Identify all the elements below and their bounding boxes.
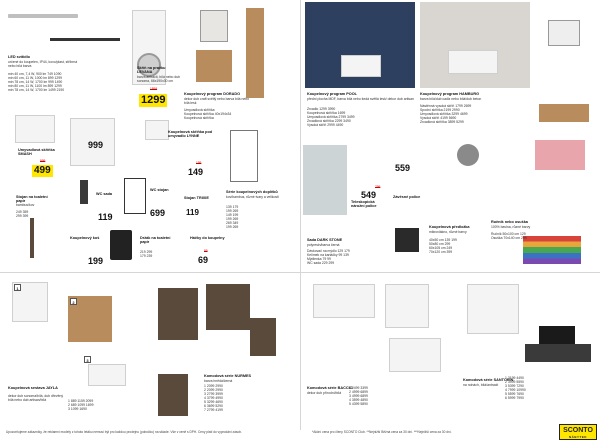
dark-stone-photo [303,145,347,215]
led-row: min 78 cm, 14 W, 1700 lm 999 1490 [8,80,63,85]
led-row: min 78 cm, 14 W, 1700 lm 1499 2190 [8,88,65,93]
logo-text: SCONTO [563,427,593,434]
dark-stone-rows [307,249,350,265]
bath-mat-row: 50x80 cm 299 [429,242,451,247]
jayla-row: 2 689 1099 1699 [68,403,94,408]
nurmes-unit-3 [250,318,276,356]
levana-desc: barva antracit, bílá nebo dub sonoma, 66x190x30 cm [137,75,180,84]
led-light-image-2 [50,38,120,41]
smash-price: 499 [34,165,51,176]
baccio-rows [349,386,368,406]
accessories-row: 199 269 [226,217,239,222]
led-light-image [8,14,78,18]
hamburg-room-photo [420,2,530,88]
levana-old-price: 1899 [150,87,158,91]
baccio-row: 3 4999 6899 [349,394,368,399]
section-divider [0,272,600,273]
logo-subtext: NÁBYTEK [568,435,587,439]
nurmes-title: Komodová série NURMES [204,374,252,378]
telescopic-shelf-title: Teleskopická nárožní police [351,200,377,209]
bin-image [110,230,132,260]
pool-row: Koupelnová skříňka 1699 [307,111,346,116]
dark-stone-row: Mýdlenka 79 99 [307,257,331,262]
dark-stone-title: Sada DARK STONE [307,238,343,242]
hanging-shelves-price: 559 [395,163,411,173]
bin-title: Koupelnový koš [70,236,100,240]
hamburg-row: Spodní skříňka 2199 2990 [420,108,460,113]
wc-stand-price: 699 [150,208,166,218]
dark-stone-row: WC sada 229 299 [307,261,335,266]
baccio-unit-3 [389,338,441,372]
accessories-row: 199 269 [226,225,239,230]
santorin-desc: na nohách, bílá/antracit [463,383,499,387]
nurmes-row: 5 3299 4690 [204,400,223,405]
accessories-title: Série koupelnových doplňků [226,190,278,194]
dark-stone-desc: polyresin/barva černá [307,243,340,247]
toilet-paper-stand-desc: bambus/kov [16,203,35,207]
hooks-old-price: 99 [204,249,208,253]
baccio-row: 4 3599 4890 [349,398,368,403]
nurmes-rows [204,384,223,413]
baccio-desc: dekor dub přírodní/bílá [307,391,342,395]
badge-2: 2 [70,298,77,305]
accessories-row: 139 179 [226,205,239,209]
top-right-page [303,0,600,270]
baccio-row: 5 4399 5890 [349,402,368,407]
badge-1: 1 [14,284,21,291]
accessory-shelf-image [230,130,258,182]
santorin-tv-image [539,326,575,346]
baccio-row: 1 2499 3399 [349,386,368,390]
santorin-row: 1 3199 4490 [505,376,524,380]
accessories-row: 199 269 [226,209,239,214]
jayla-rows [68,399,93,411]
toilet-paper-stand-row: 299 399 [16,214,29,219]
jayla-unit-3 [88,364,126,386]
nurmes-row: 1 2099 2990 [204,384,223,388]
dorado-rows [184,108,231,120]
jayla-title: Koupelnová sestava JAYLA [8,386,58,390]
dorado-tall-cabinet-image [246,8,264,98]
jayla-row: 1 889 1159 2099 [68,399,94,403]
pool-row: Zrcadlo 1299 3990 [307,107,336,111]
levana-price: 1299 [141,94,166,106]
nurmes-row: 2 2099 2990 [204,388,223,393]
accessories-row: 269 349 [226,221,239,226]
dorado-cabinet-image [196,50,232,82]
towel-rows [491,232,527,240]
paper-holder-row: 179 239 [140,254,153,259]
jayla-desc: dekor dub sonoma/bílá, dub dřevěný bílá nebo dub artisan/bílá [8,394,64,403]
bath-mat-title: Koupelnová předložka [429,225,470,229]
santorin-rows [505,376,526,400]
hamburg-title: Koupelnový program HAMBURG [420,92,480,96]
bath-mat-image [457,144,479,166]
wc-set-title: WC sada [96,192,113,196]
white-cabinet-price: 999 [88,140,104,150]
bottom-left-page [0,274,300,430]
footer-left-text: Upozorňujeme zákazníky, že reklamní modely z tohoto letáku nemusí být pro každou prodejnu (pobočku) na sklade. Vše v ceně s DPH. Ceny platí do vyprodání zásob. [6,430,242,434]
towels-stack-colorful [523,236,581,264]
hanging-shelves-title: Závěsné police [393,195,421,199]
toilet-paper-stand-title: Stojan na toaletní papír [16,195,48,204]
lynne-title: Koupelnová skříňka pod umyvadlo LYNNE [168,130,213,139]
pool-rows [307,107,355,127]
sconto-logo [559,424,597,440]
lynne-old-price: 199 [196,161,202,165]
accessories-row: 149 199 [226,213,239,218]
pool-row: Vysoká skříň 2999 4490 [307,123,344,128]
nurmes-unit-1 [158,288,198,340]
bath-mat-rows [429,238,457,254]
santorin-unit-1 [467,284,519,334]
nurmes-row: 4 3799 4990 [204,396,223,401]
top-left-page [0,0,300,270]
toilet-paper-stand-rows [16,210,28,218]
trixie-price: 119 [186,208,199,217]
paper-holder-title: Držák na toaletní papír [140,236,171,245]
hamburg-shelf-image [539,104,589,122]
led-rows [8,72,108,92]
dorado-title: Koupelnový program DORADO [184,92,241,96]
footer-mid-text: *Akční cena pro členy SCONTO Club. **Nejnižší Běžná cena za 30 dní. ***Nejnižší cena za 30 dní. [312,430,452,434]
santorin-row: 2 3999 5590 [505,380,524,385]
hooks-price: 69 [198,255,209,265]
pool-desc: přední plocha MDF, barva bílá nebo šedá světlá lesk/ dekor dub artisan [307,97,414,101]
baccio-unit-1 [313,284,375,318]
santorin-row: 5 5599 7690 [505,392,524,397]
toilet-paper-stand-row: 249 359 [16,210,29,214]
lynne-price: 149 [188,167,204,177]
wc-stand-image [124,178,146,214]
santorin-row: 4 7999 10990 [505,388,526,393]
wc-stand-title: WC stojan [150,188,169,192]
nurmes-row: 6 3699 5290 [204,404,223,409]
trixie-title: Stojan TRIXIE [184,196,209,200]
bottom-right-page [303,274,600,430]
dark-stone-row: Kelímek na kartáčky 99 139 [307,253,349,258]
nurmes-unit-4 [158,374,188,416]
paper-holder-row: 219 299 [140,250,153,254]
towel-desc: 100% bavlna, různé barvy [491,225,531,229]
nurmes-row: 3 2799 3999 [204,392,223,397]
bath-mat-row: 70x120 cm 399 [429,250,453,255]
hamburg-row: Nástěnná vysoká skříň 1799 2699 [420,104,472,108]
dark-stone-row: Dávkovač na mýdlo 129 179 [307,249,350,253]
towel-title: Ručník nebo osuška [491,220,528,224]
hamburg-desc: barva bílá/dub cadiz nebo bílá/dub beton [420,97,482,101]
lynne-cabinet-image [145,120,169,140]
dorado-row: Koupelnová skříňka 40x194x34 [184,112,232,117]
bath-mat-row: 60x105 cm 249 [429,246,453,251]
santorin-row: 3 5399 7290 [505,384,524,389]
paper-holder-rows [140,250,152,258]
hamburg-cabinet-image [448,50,498,74]
hamburg-row: Vysoká skříň 4199 5690 [420,116,457,121]
nurmes-desc: barva hnědá/černá [204,379,233,383]
pool-cabinet-image [341,55,381,77]
towels-stack-pink [535,140,585,170]
bath-mat-desc: mikrovlákno, různé barvy [429,230,467,234]
dark-stone-set-image [395,228,419,252]
smash-cabinet-image [15,115,55,143]
jayla-row: 3 1099 1690 [68,407,87,412]
dorado-desc: dekor dub craft světlý nebo barva bílá nebo bílá lesk [184,97,250,106]
telescopic-shelf-price: 549 [361,190,377,200]
santorin-title: Komodová série SANTORIN [463,378,514,382]
accessories-rows [226,205,238,229]
pool-title: Koupelnový program POOL [307,92,357,96]
nurmes-unit-2 [206,284,250,330]
hamburg-row: Umyvadlová skříňka 3299 4699 [420,112,468,117]
led-desc: určené do koupelen, IP44, kovo/plast, stříbrná nebo bílá barva [8,60,78,69]
accessories-desc: kov/bambus, různé tvary a velikosti [226,195,279,199]
pool-row: Umyvadlová skříňka 2799 3499 [307,115,355,120]
hamburg-row: Zrcadlová skříňka 3899 5299 [420,120,464,125]
towel-row: Osuška 70x140 cm 299 [491,236,527,241]
smash-title: Umyvadlová skříňka SMASH [18,148,55,157]
telescopic-shelf-old-price: 799 [375,185,381,189]
led-row: min 60 cm, 11 W, 1000 lm 899 1299 [8,76,63,81]
pool-row: Zrcadlová skříňka 2299 3490 [307,119,351,124]
dorado-row: Koupelnová skříňka [184,116,214,121]
nurmes-row: 7 2799 4199 [204,408,223,413]
santorin-row: 6 5999 7990 [505,396,524,401]
badge-3: 3 [84,356,91,363]
bath-mat-row: 40x50 cm 139 199 [429,238,457,242]
baccio-unit-2 [385,284,429,328]
toilet-paper-stand-image [30,218,34,258]
baccio-title: Komodová série BACCIO [307,386,353,390]
baccio-row: 2 4999 6899 [349,390,368,395]
page-divider [300,0,301,430]
led-row: min 80 cm, 11 W, 1100 lm 899 1299 [8,84,62,89]
hamburg-rows [420,104,471,124]
dorado-row: Umyvadlová skříňka [184,108,215,112]
bin-price: 199 [88,256,104,266]
levana-title: Skříň na pračku LEVANA [137,66,166,75]
wc-brush-image [80,180,88,204]
led-title: LED svítidlo [8,55,30,59]
smash-old-price: 999 [40,159,46,163]
dorado-mirror-image [200,10,228,42]
page-footer [0,430,600,442]
hamburg-mirror-image [548,20,580,46]
towel-row: Ručník 50x100 cm 129 [491,232,526,236]
wc-set-price: 119 [98,212,113,222]
led-row: min 40 cm, 7,4 W, 900 lm 749 1090 [8,72,62,76]
hooks-title: Háčky do koupelny [190,236,225,240]
santorin-unit-2 [525,344,591,362]
